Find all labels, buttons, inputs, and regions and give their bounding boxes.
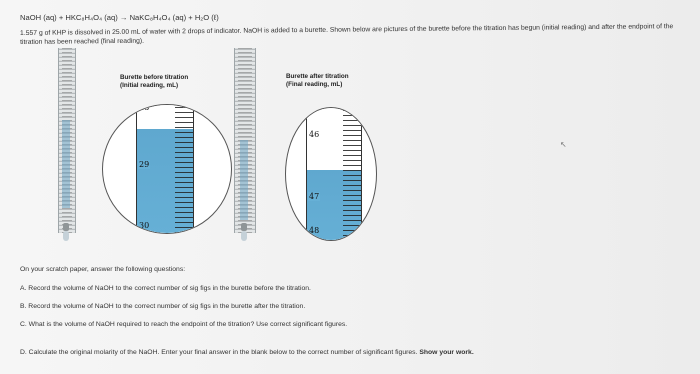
- before-burette-tube: [136, 104, 194, 234]
- burette-middle-stopcock: [241, 223, 247, 231]
- after-tick-47: 47: [309, 192, 320, 201]
- question-b: B. Record the volume of NaOH to the correct number of sig figs in the burette after the titration.: [20, 303, 306, 310]
- before-tick-30: 30: [139, 221, 150, 230]
- before-magnifier: [102, 104, 232, 234]
- after-tick-marks: [335, 107, 361, 241]
- intro-text: 1.557 g of KHP is dissolved in 25.00 mL of water with 2 drops of indicator. NaOH is added to a burette. Shown below are pictures of the burette before the titration has begun (initial reading) and after the endpoint of the titration has been reached (final reading).: [20, 23, 674, 46]
- before-label-line1: Burette before titration: [120, 74, 189, 81]
- burette-figure: [58, 48, 398, 258]
- after-label-line2: (Final reading, mL): [286, 80, 343, 88]
- burette-left-fill: [62, 120, 70, 208]
- questions-heading: On your scratch paper, answer the following questions:: [20, 266, 186, 273]
- before-label-line2: (Initial reading, mL): [120, 81, 179, 89]
- before-tick-29: 29: [139, 160, 150, 169]
- question-d: [20, 349, 474, 356]
- question-d-text: D. Calculate the original molarity of the NaOH. Enter your final answer in the blank below to the correct number of significant figures.: [20, 349, 420, 356]
- burette-middle-fill: [240, 140, 248, 220]
- after-burette-tube: [306, 107, 362, 241]
- mouse-cursor-icon: ↖: [560, 140, 567, 149]
- question-a: A. Record the volume of NaOH to the correct number of sig figs in the burette before the titration.: [20, 285, 311, 292]
- burette-middle-tip: [241, 231, 247, 241]
- question-d-bold: Show your work.: [419, 349, 474, 356]
- burette-left-tip: [63, 231, 69, 241]
- question-c: C. What is the volume of NaOH required to reach the endpoint of the titration? Use correct significant figures.: [20, 321, 348, 328]
- after-tick-46: 46: [309, 130, 320, 139]
- burette-left-stopcock: [63, 223, 69, 231]
- before-titration-label: [120, 74, 188, 89]
- after-tick-48: 48: [309, 226, 320, 235]
- after-magnifier: [285, 107, 377, 241]
- before-tick-28: 28: [139, 104, 150, 112]
- before-tick-marks: [167, 104, 193, 234]
- reaction-equation: NaOH (aq) + HKC₈H₄O₄ (aq) → NaKC₈H₄O₄ (aq) + H₂O (ℓ): [20, 13, 219, 22]
- after-titration-label: [286, 73, 349, 88]
- after-label-line1: Burette after titration: [286, 73, 349, 80]
